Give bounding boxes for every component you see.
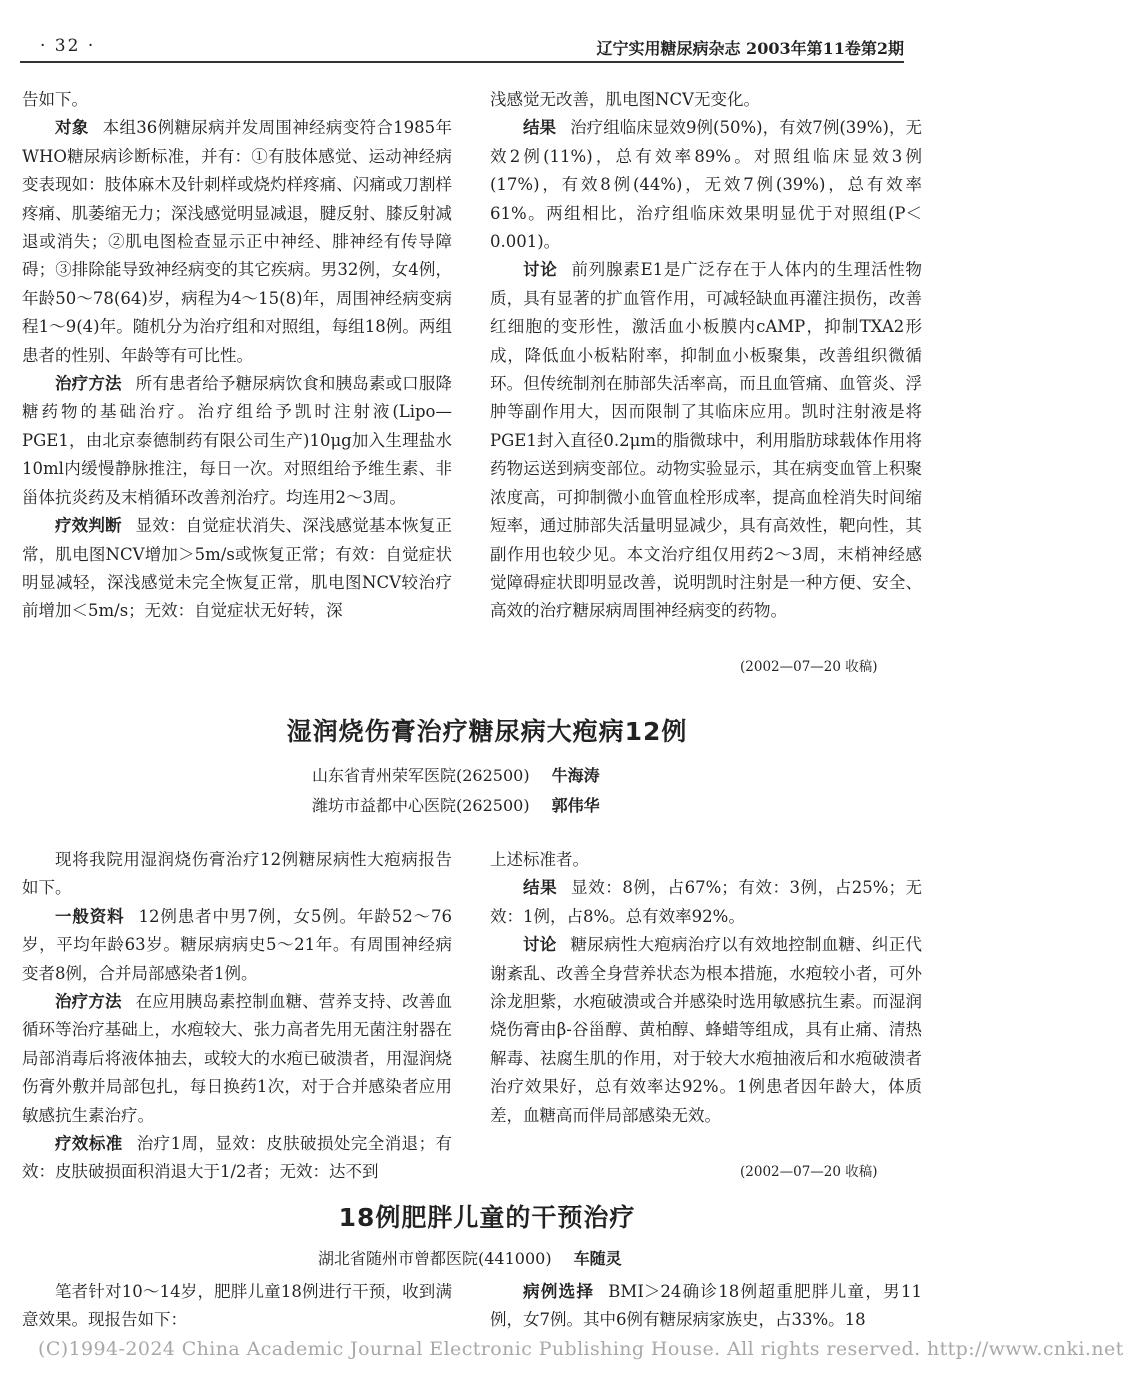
paragraph xyxy=(22,903,452,988)
paragraph xyxy=(490,1278,922,1335)
article1-left-column xyxy=(22,86,452,626)
section-heading: 对象 xyxy=(55,118,89,138)
section-heading: 疗效标准 xyxy=(55,1134,123,1154)
paragraph-text: 显效：自觉症状消失、深浅感觉基本恢复正常，肌电图NCV增加＞5m/s或恢复正常；有效：自觉症状明显减轻，深浅感觉未完全恢复正常，肌电图NCV较治疗前增加＜5m/s；无效：自觉症状无好转，深 xyxy=(22,516,453,621)
paragraph-text: 12例患者中男7例，女5例。年龄52～76岁，平均年龄63岁。糖尿病病史5～21年。有周围神经病变者8例，合并局部感染者1例。 xyxy=(22,906,453,983)
paragraph-text: 在应用胰岛素控制血糖、营养支持、改善血循环等治疗基础上，水疱较大、张力高者先用无菌注射器在局部消毒后将液体抽去，或较大的水疱已破溃者，用湿润烧伤膏外敷并局部包扎，每日换药1次，对于合并感染者应用敏感抗生素治疗。 xyxy=(22,992,453,1125)
section-heading: 结果 xyxy=(523,878,558,898)
section-heading: 讨论 xyxy=(523,935,557,955)
paragraph xyxy=(22,512,452,626)
paragraph-text: BMI＞24确诊18例超重肥胖儿童，男11例，女7例。其中6例有糖尿病家族史，占33%。18 xyxy=(490,1282,923,1330)
article2-left-column xyxy=(22,846,452,1187)
section-heading: 治疗方法 xyxy=(55,374,122,394)
paragraph-text: 所有患者给予糖尿病饮食和胰岛素或口服降糖药物的基础治疗。治疗组给予凯时注射液(Lipo—PGE1，由北京泰德制药有限公司生产)10μg加入生理盐水10ml内缓慢静脉推注，每日一次。对照组给予维生素、非甾体抗炎药及末梢循环改善剂治疗。均连用2～3周。 xyxy=(22,374,453,507)
received-date: (2002—07—20 收稿) xyxy=(740,659,878,675)
author-affiliation xyxy=(312,763,600,786)
paragraph-text: 糖尿病性大疱病治疗以有效地控制血糖、纠正代谢紊乱、改善全身营养状态为根本措施，水疱较小者，可外涂龙胆紫，水疱破溃或合并感染时选用敏感抗生素。而湿润烧伤膏由β-谷甾醇、黄柏醇、蜂蜡等组成，具有止痛、清热解毒、祛腐生肌的作用，对于较大水疱抽液后和水疱破溃者治疗效果好，总有效率达92%。1例患者因年龄大，体质差，血糖高而伴局部感染无效。 xyxy=(490,935,922,1125)
section-heading: 治疗方法 xyxy=(55,992,122,1012)
paragraph-text: 治疗组临床显效9例(50%)，有效7例(39%)，无效2例(11%)，总有效率89%。对照组临床显效3例(17%)，有效8例(44%)，无效7例(39%)，总有效率61%。两组相比，治疗组临床效果明显优于对照组(P＜0.001)。 xyxy=(490,118,923,252)
article3-title: 18例肥胖儿童的干预治疗 xyxy=(338,1203,636,1232)
paragraph: 上述标准者。 xyxy=(490,850,589,869)
paragraph: 告如下。 xyxy=(22,90,88,109)
section-heading: 结果 xyxy=(523,118,557,138)
paragraph xyxy=(22,370,452,512)
paragraph-text: 显效：8例，占67%；有效：3例，占25%；无效：1例，占8%。总有效率92%。 xyxy=(490,878,923,926)
paragraph: 现将我院用湿润烧伤膏治疗12例糖尿病性大疱病报告如下。 xyxy=(22,850,452,898)
paragraph: 浅感觉无改善，肌电图NCV无变化。 xyxy=(490,90,760,109)
section-heading: 讨论 xyxy=(523,260,558,280)
paragraph xyxy=(490,931,922,1130)
paragraph xyxy=(22,1130,452,1187)
journal-title: 辽宁实用糖尿病杂志 2003年第11卷第2期 xyxy=(596,39,904,58)
header-rule xyxy=(20,61,904,63)
paragraph xyxy=(22,988,452,1130)
paragraph-text: 治疗1周，显效：皮肤破损处完全消退；有效：皮肤破损面积消退大于1/2者；无效：达不到 xyxy=(22,1134,453,1182)
article3-right-column xyxy=(490,1278,922,1335)
paragraph xyxy=(490,256,922,625)
paragraph xyxy=(490,114,922,256)
author-affiliation xyxy=(318,1246,622,1269)
page-header xyxy=(20,30,904,60)
section-heading: 病例选择 xyxy=(523,1282,595,1301)
article2-title: 湿润烧伤膏治疗糖尿病大疱病12例 xyxy=(286,717,688,746)
affiliation: 湖北省随州市曾都医院(441000) xyxy=(318,1249,552,1268)
author-name: 郭伟华 xyxy=(551,796,600,815)
paragraph xyxy=(490,874,922,931)
section-heading: 疗效判断 xyxy=(55,516,122,536)
article3-left-column xyxy=(22,1278,452,1335)
received-date: (2002—07—20 收稿) xyxy=(740,1164,878,1180)
page-number: · 32 · xyxy=(40,36,96,56)
article1-right-column xyxy=(490,86,922,626)
author-affiliation xyxy=(312,793,600,816)
author-name: 车随灵 xyxy=(573,1249,622,1268)
paragraph xyxy=(22,114,452,370)
copyright-footer: (C)1994-2024 China Academic Journal Electronic Publishing House. All rights reserved. http://www.cnki.net xyxy=(38,1338,1124,1360)
paragraph-text: 前列腺素E1是广泛存在于人体内的生理活性物质，具有显著的扩血管作用，可减轻缺血再灌注损伤，改善红细胞的变形性，激活血小板膜内cAMP，抑制TXA2形成，降低血小板粘附率，抑制血小板聚集，改善组织微循环。但传统制剂在肺部失活率高，而且血管痛、血管炎、浮肿等副作用大，因而限制了其临床应用。凯时注射液是将PGE1封入直径0.2μm的脂微球中，利用脂肪球载体作用将药物运送到病变部位。动物实验显示，其在病变血管上积聚浓度高，可抑制微小血管血栓形成率，提高血栓消失时间缩短率，通过肺部失活量明显减少，具有高效性，靶向性，其副作用也较少见。本文治疗组仅用药2～3周，末梢神经感觉障碍症状即明显改善，说明凯时注射是一种方便、安全、高效的治疗糖尿病周围神经病变的药物。 xyxy=(490,260,923,621)
section-heading: 一般资料 xyxy=(55,906,125,926)
article2-right-column xyxy=(490,846,922,1130)
paragraph-text: 本组36例糖尿病并发周围神经病变符合1985年WHO糖尿病诊断标准，并有：①有肢体感觉、运动神经病变表现如：肢体麻木及针刺样或烧灼样疼痛、闪痛或刀割样疼痛、肌萎缩无力；深浅感觉明显减退，腱反射、膝反射减退或消失；②肌电图检查显示正中神经、腓神经有传导障碍；③排除能导致神经病变的其它疾病。男32例，女4例，年龄50～78(64)岁，病程为4～15(8)年，周围神经病变病程1～9(4)年。随机分为治疗组和对照组，每组18例。两组患者的性别、年龄等有可比性。 xyxy=(22,118,452,365)
paragraph: 笔者针对10～14岁，肥胖儿童18例进行干预，收到满意效果。现报告如下： xyxy=(22,1282,452,1330)
affiliation: 潍坊市益都中心医院(262500) xyxy=(312,796,530,815)
affiliation: 山东省青州荣军医院(262500) xyxy=(312,766,530,785)
author-name: 牛海涛 xyxy=(551,766,600,785)
